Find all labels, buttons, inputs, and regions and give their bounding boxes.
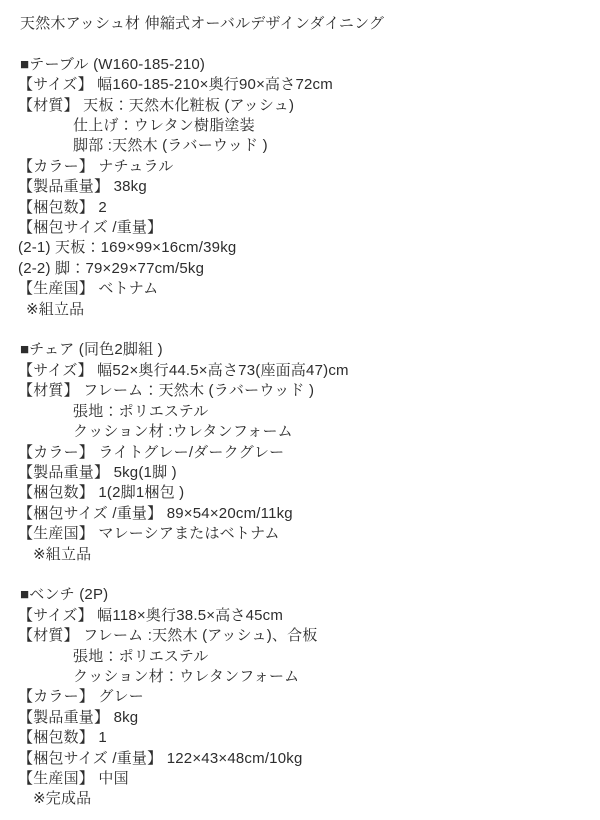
bench-spec-note-finished: ※完成品	[33, 790, 92, 808]
bench-spec-weight: 【製品重量】 8kg	[18, 708, 139, 726]
chair-spec-weight: 【製品重量】 5kg(1脚 )	[18, 463, 177, 481]
bench-spec-size: 【サイズ】 幅118×奥行38.5×高さ45cm	[18, 606, 284, 624]
section-table	[18, 55, 592, 320]
bench-spec-material-upholstery: 張地：ポリエステル	[73, 647, 209, 665]
product-title: 天然木アッシュ材 伸縮式オーバルデザインダイニング	[20, 15, 385, 32]
section-bench-heading: ■ベンチ (2P)	[20, 586, 109, 604]
chair-spec-country: 【生産国】 マレーシアまたはベトナム	[18, 525, 280, 543]
chair-spec-size: 【サイズ】 幅52×奥行44.5×高さ73(座面高47)cm	[18, 361, 349, 379]
table-spec-country: 【生産国】 ベトナム	[18, 280, 159, 298]
bench-spec-package-size: 【梱包サイズ /重量】 122×43×48cm/10kg	[18, 749, 303, 767]
chair-spec-package-size: 【梱包サイズ /重量】 89×54×20cm/11kg	[18, 504, 293, 522]
table-spec-note-assembly: ※組立品	[26, 300, 85, 318]
chair-spec-color: 【カラー】 ライトグレー/ダークグレー	[18, 443, 285, 461]
chair-spec-package-count: 【梱包数】 1(2脚1梱包 )	[18, 484, 185, 502]
table-spec-material-legs: 脚部 :天然木 (ラバーウッド )	[73, 137, 268, 155]
chair-spec-material-upholstery: 張地：ポリエステル	[73, 402, 209, 420]
table-spec-material-finish: 仕上げ：ウレタン樹脂塗装	[73, 117, 255, 135]
chair-spec-material-cushion: クッション材 :ウレタンフォーム	[73, 423, 293, 441]
table-spec-size: 【サイズ】 幅160-185-210×奥行90×高さ72cm	[18, 76, 333, 94]
table-spec-package-count: 【梱包数】 2	[18, 198, 107, 216]
bench-spec-country: 【生産国】 中国	[18, 769, 129, 787]
chair-spec-material-frame: 【材質】 フレーム：天然木 (ラバーウッド )	[18, 382, 315, 400]
section-bench	[18, 585, 592, 809]
section-chair	[18, 340, 592, 564]
bench-spec-material-cushion: クッション材：ウレタンフォーム	[73, 667, 300, 685]
table-spec-package-item-1: (2-1) 天板：169×99×16cm/39kg	[18, 239, 237, 257]
chair-spec-note-assembly: ※組立品	[33, 545, 92, 563]
table-spec-color: 【カラー】 ナチュラル	[18, 157, 174, 175]
table-spec-material-top: 【材質】 天板：天然木化粧板 (アッシュ)	[18, 96, 295, 114]
bench-spec-package-count: 【梱包数】 1	[18, 729, 107, 747]
table-spec-weight: 【製品重量】 38kg	[18, 178, 147, 196]
bench-spec-material-frame: 【材質】 フレーム :天然木 (アッシュ)、合板	[18, 627, 318, 645]
section-table-heading: ■テーブル (W160-185-210)	[20, 55, 206, 73]
table-spec-package-item-2: (2-2) 脚：79×29×77cm/5kg	[18, 259, 205, 277]
bench-spec-color: 【カラー】 グレー	[18, 688, 144, 706]
table-spec-package-size-label: 【梱包サイズ /重量】	[18, 219, 163, 237]
section-chair-heading: ■チェア (同色2脚組 )	[20, 341, 163, 359]
